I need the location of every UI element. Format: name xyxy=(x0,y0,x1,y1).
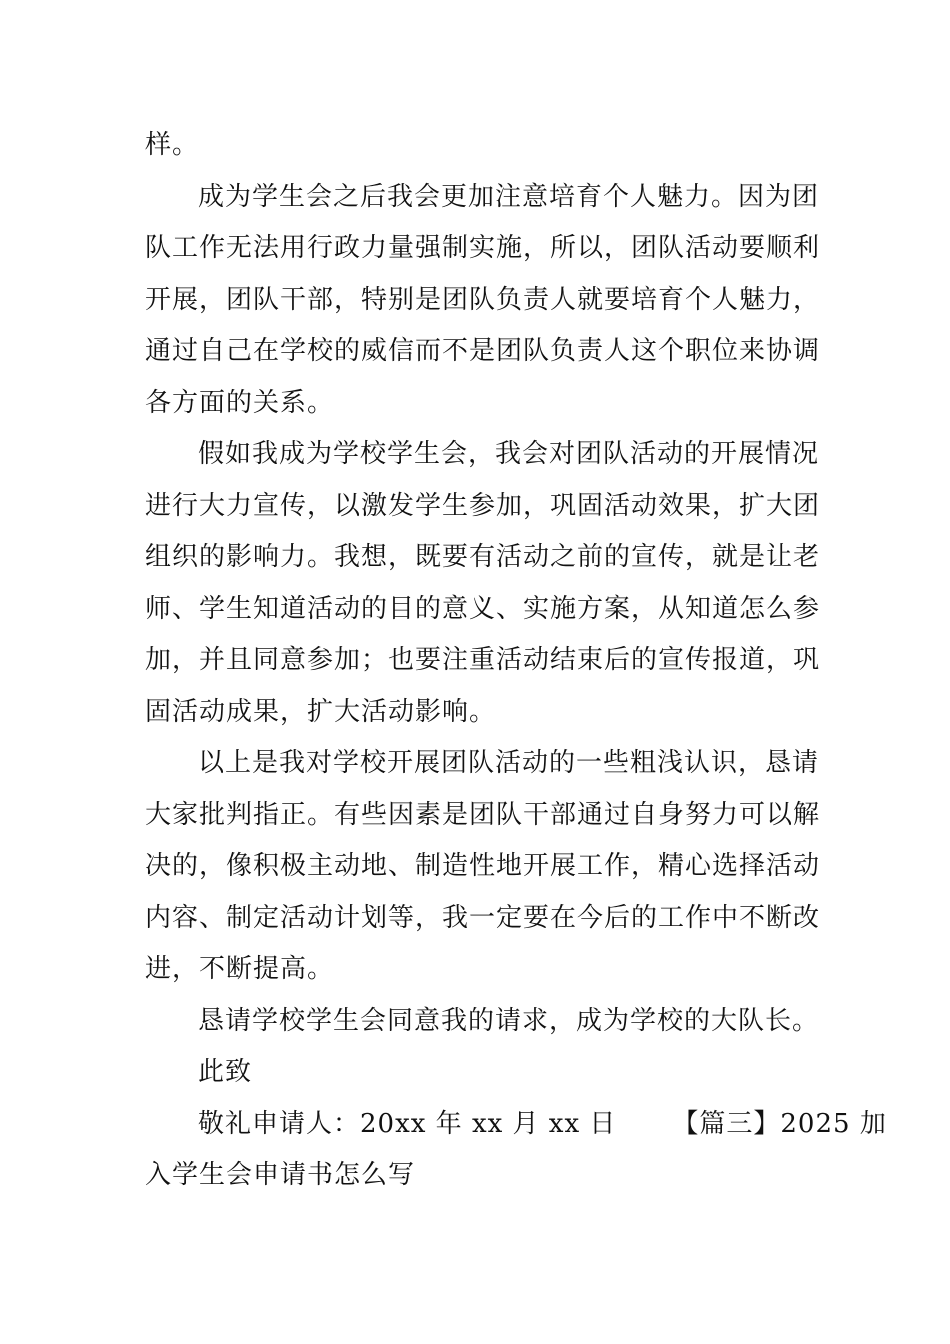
text-line: 以上是我对学校开展团队活动的一些粗浅认识，恳请 xyxy=(198,748,820,778)
text-line: 师、学生知道活动的目的意义、实施方案，从知道怎么参 xyxy=(145,593,821,624)
text-line: 成为学生会之后我会更加注意培育个人魅力。因为团 xyxy=(198,181,820,212)
paragraph-3 xyxy=(145,429,821,738)
paragraph-2 xyxy=(145,172,821,430)
text-line: 各方面的关系。 xyxy=(145,387,335,418)
paragraph-1 xyxy=(145,120,807,172)
text-line: 假如我成为学校学生会，我会对团队活动的开展情况 xyxy=(198,439,820,469)
text-line: 固活动成果，扩大活动影响。 xyxy=(145,696,497,727)
next-section-title-continued: 入学生会申请书怎么写 xyxy=(145,1160,416,1190)
paragraph-5 xyxy=(145,996,820,1048)
text-line: 大家批判指正。有些因素是团队干部通过自身努力可以解 xyxy=(145,799,821,830)
text-line: 进，不断提高。 xyxy=(145,954,335,984)
document-body xyxy=(145,120,887,1202)
text-line: 通过自己在学校的威信而不是团队负责人这个职位来协调 xyxy=(145,336,821,366)
closing-paragraph xyxy=(145,1099,887,1202)
text-line: 队工作无法用行政力量强制实施，所以，团队活动要顺利 xyxy=(145,233,821,263)
text-line: 加，并且同意参加；也要注重活动结束后的宣传报道，巩 xyxy=(145,645,821,675)
text-line: 样。 xyxy=(145,130,200,160)
text-line: 组织的影响力。我想，既要有活动之前的宣传，就是让老 xyxy=(145,542,821,572)
closing-line xyxy=(145,1099,887,1151)
paragraph-4 xyxy=(145,738,821,996)
text-line: 决的，像积极主动地、制造性地开展工作，精心选择活动 xyxy=(145,851,821,881)
text-line: 内容、制定活动计划等，我一定要在今后的工作中不断改 xyxy=(145,902,821,933)
paragraph-6 xyxy=(145,1047,807,1099)
text-line: 开展，团队干部，特别是团队负责人就要培育个人魅力， xyxy=(145,284,821,315)
text-line: 恳请学校学生会同意我的请求，成为学校的大队长。 xyxy=(198,1005,820,1036)
text-line: 此致 xyxy=(198,1057,253,1087)
signature-text: 敬礼申请人：20xx 年 xx 月 xx 日 xyxy=(198,1108,617,1139)
next-section-title: 【篇三】2025 加 xyxy=(672,1108,887,1139)
text-line: 进行大力宣传，以激发学生参加，巩固活动效果，扩大团 xyxy=(145,490,821,521)
